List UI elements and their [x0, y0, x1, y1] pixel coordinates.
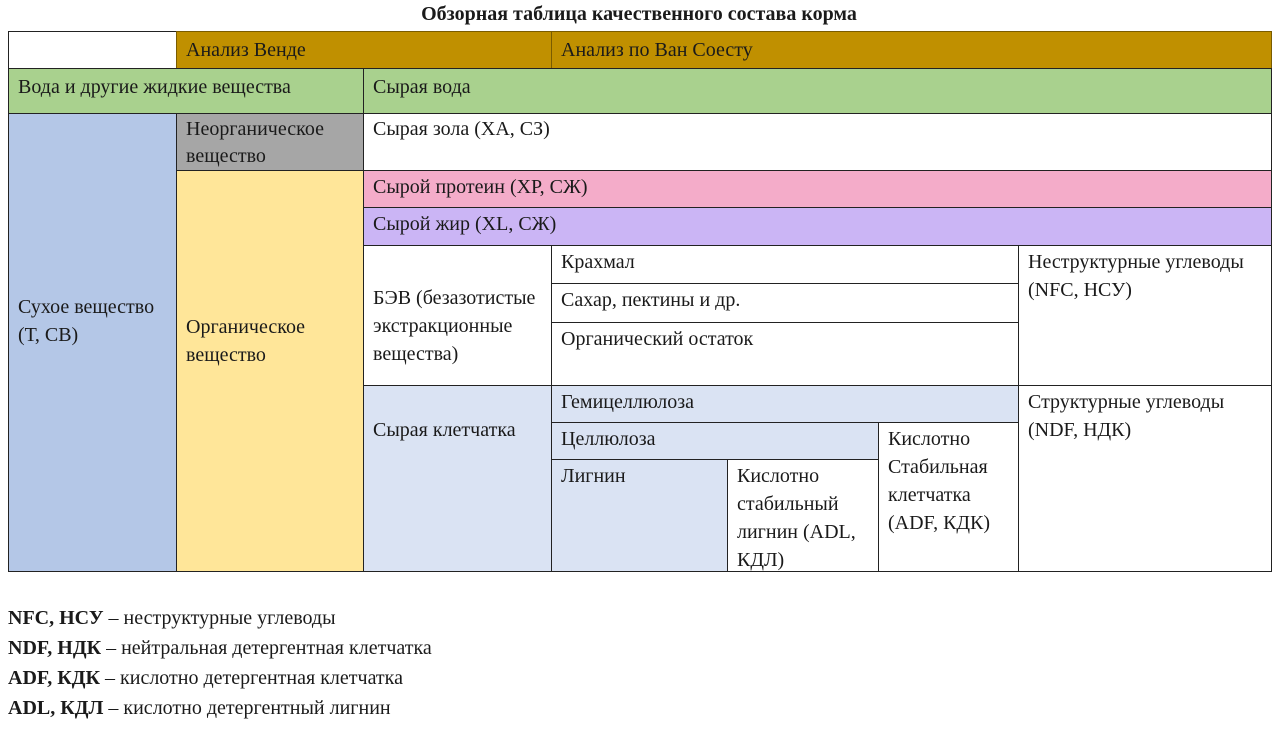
ndf-cell: Структурные углеводы (NDF, НДК): [1018, 385, 1272, 572]
raw-fat-cell: Сырой жир (XL, СЖ): [363, 207, 1272, 246]
cellulose-cell: Целлюлоза: [551, 422, 879, 460]
adf-cell: Кислотно Стабильная клетчатка (ADF, КДК): [878, 422, 1019, 572]
sugar-cell: Сахар, пектины и др.: [551, 283, 1019, 323]
page-title: Обзорная таблица качественного состава корма: [421, 3, 857, 25]
inorganic-cell: Неорганическое вещество: [176, 113, 364, 171]
header-van-soest: Анализ по Ван Соесту: [551, 31, 1272, 69]
legend-abbr: ADL, КДЛ: [8, 697, 104, 719]
raw-fiber-label: Сырая клетчатка: [373, 419, 516, 441]
organic-residue-cell: Органический остаток: [551, 322, 1019, 386]
legend-abbr: NFC, НСУ: [8, 607, 104, 629]
lignin-cell: Лигнин: [551, 459, 728, 572]
hemicellulose-cell: Гемицеллюлоза: [551, 385, 1019, 423]
raw-protein-cell: Сырой протеин (ХР, СЖ): [363, 170, 1272, 208]
raw-water-cell: Сырая вода: [363, 68, 1272, 114]
legend-text: – неструктурные углеводы: [103, 607, 336, 629]
legend-abbr: ADF, КДК: [8, 667, 101, 689]
header-wende: Анализ Венде: [176, 31, 552, 69]
legend-item-adf: [8, 663, 403, 693]
raw-fiber-cell: [363, 385, 552, 572]
nfc-cell: Неструктурные углеводы (NFC, НСУ): [1018, 245, 1272, 386]
bev-label: БЭВ (безазотистые экстракционные вещества): [373, 286, 536, 365]
adl-cell: Кислотно стабильный лигнин (ADL, КДЛ): [727, 459, 879, 572]
starch-cell: Крахмал: [551, 245, 1019, 284]
water-label-cell: Вода и другие жидкие вещества: [8, 68, 364, 114]
raw-ash-cell: Сырая зола (ХА, СЗ): [363, 113, 1272, 171]
legend-abbr: NDF, НДК: [8, 637, 102, 659]
legend-text: – кислотно детергентный лигнин: [103, 697, 391, 719]
bev-cell: [363, 245, 552, 386]
legend-item-nfc: [8, 603, 336, 633]
legend-text: – нейтральная детергентная клетчатка: [101, 637, 432, 659]
legend-item-ndf: [8, 633, 432, 663]
legend-item-adl: [8, 693, 391, 723]
legend-text: – кислотно детергентная клетчатка: [100, 667, 403, 689]
dry-matter-label: Сухое вещество (Т, СВ): [18, 295, 155, 346]
organic-label: Органическое вещество: [186, 316, 306, 366]
organic-cell: [176, 170, 364, 572]
header-empty-cell: [8, 31, 177, 69]
dry-matter-cell: [8, 113, 177, 572]
